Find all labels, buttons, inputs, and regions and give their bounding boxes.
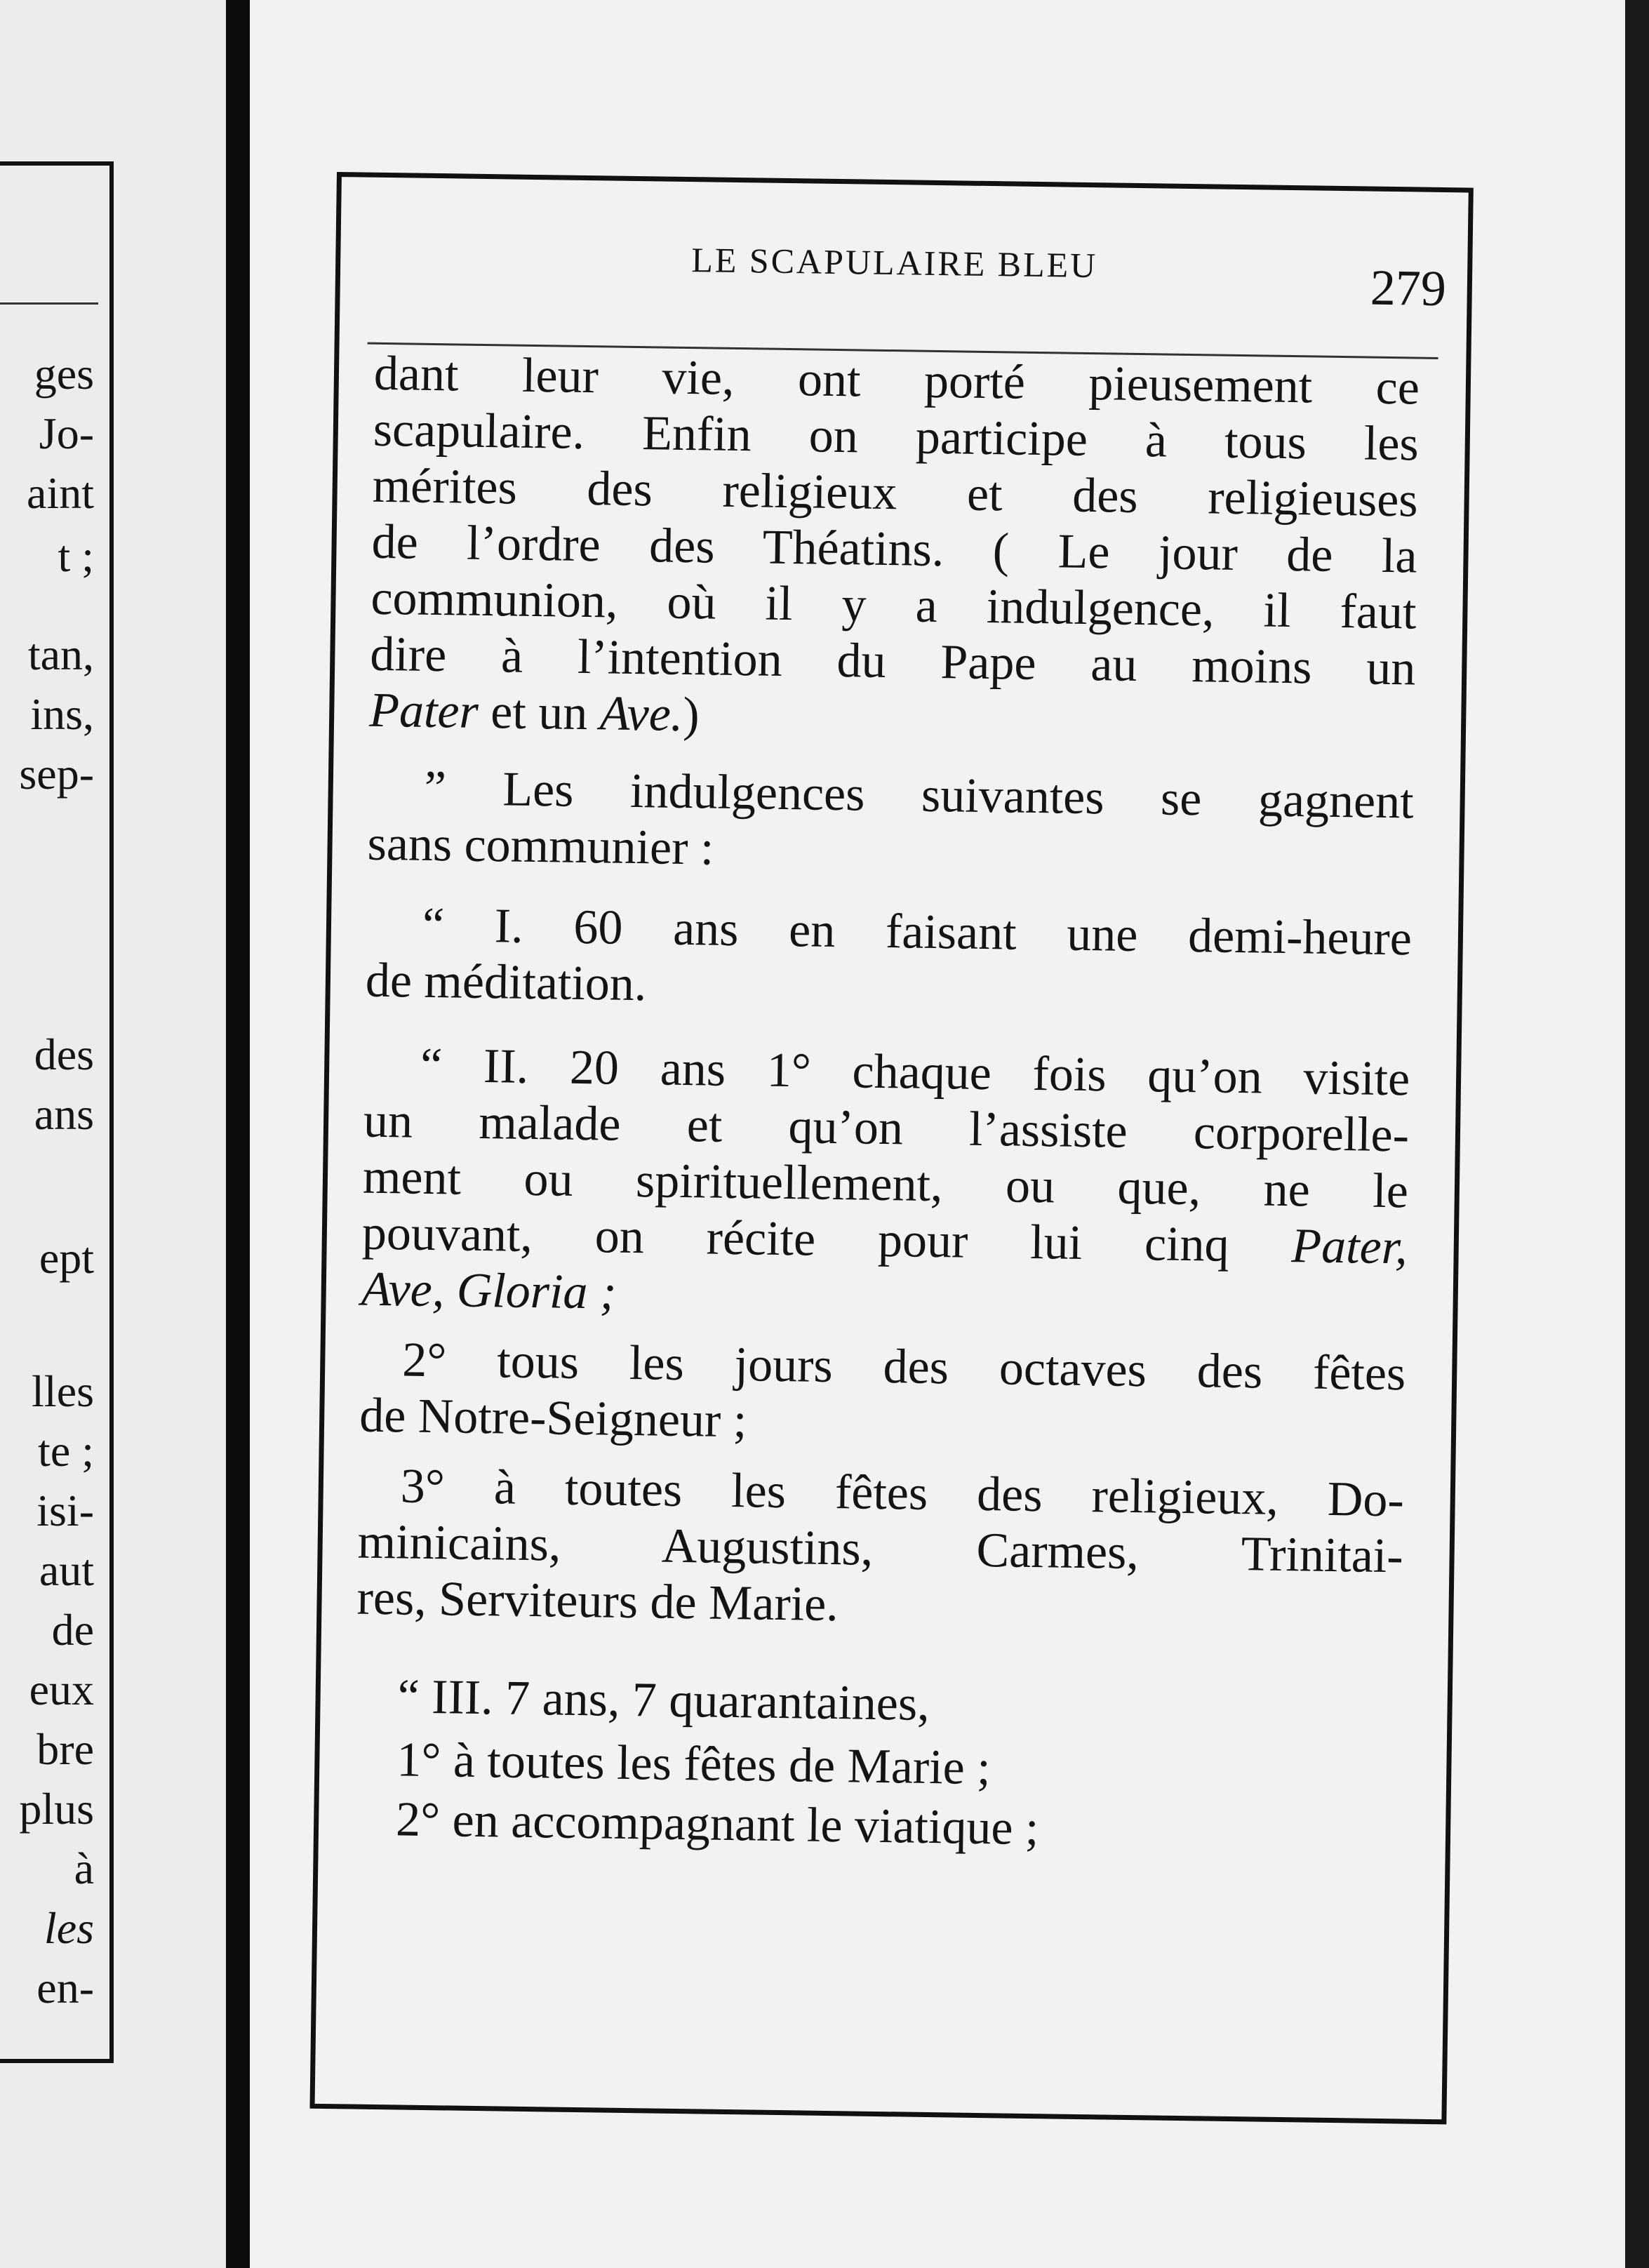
left-line: plus bbox=[19, 1784, 94, 1834]
text-line: “ III. 7 ans, 7 quarantaines, bbox=[397, 1669, 930, 1732]
running-title: LE SCAPULAIRE BLEU bbox=[690, 240, 1098, 286]
text-line: ment ou spirituellement, ou que, ne le bbox=[362, 1149, 1409, 1219]
left-line: aint bbox=[27, 468, 94, 518]
text-line: minicains, Augustins, Carmes, Trinitai- bbox=[357, 1514, 1404, 1584]
text-line: ” Les indulgences suivantes se gagnent bbox=[424, 761, 1415, 829]
text-line: un malade et qu’on l’assiste corporelle- bbox=[363, 1093, 1410, 1163]
italic-word: Pater, bbox=[1290, 1219, 1408, 1275]
text-line: de l’ordre des Théatins. ( Le jour de la bbox=[371, 514, 1418, 584]
page-number: 279 bbox=[1370, 259, 1447, 317]
left-line: les bbox=[44, 1903, 94, 1953]
text-fragment: pouvant, on récite pour lui cinq bbox=[361, 1206, 1230, 1272]
book-gutter bbox=[226, 0, 250, 2268]
text-line: de méditation. bbox=[365, 953, 647, 1012]
text-line bbox=[361, 1206, 1408, 1275]
left-line: tan, bbox=[27, 629, 94, 679]
left-line: isi- bbox=[36, 1486, 94, 1535]
left-line: sep- bbox=[19, 749, 94, 799]
previous-page-frame bbox=[0, 161, 114, 2063]
text-line: “ II. 20 ans 1° chaque fois qu’on visite bbox=[420, 1038, 1410, 1107]
italic-word: Pater bbox=[368, 683, 479, 739]
left-line: bre bbox=[36, 1724, 94, 1774]
text-line: dant leur vie, ont porté pieusement ce bbox=[373, 346, 1420, 415]
text-line: mérites des religieux et des religieuses bbox=[372, 458, 1419, 528]
left-line: ans bbox=[34, 1089, 94, 1139]
text-fragment: ) bbox=[682, 687, 700, 742]
left-line: en- bbox=[36, 1963, 94, 2013]
text-line: 2° tous les jours des octaves des fêtes bbox=[401, 1333, 1406, 1401]
left-line: Jo- bbox=[39, 408, 94, 458]
text-line: res, Serviteurs de Marie. bbox=[356, 1570, 839, 1632]
left-line: lles bbox=[32, 1366, 94, 1416]
left-line: à bbox=[74, 1843, 94, 1893]
text-line: 2° en accompagnant le viatique ; bbox=[395, 1792, 1039, 1856]
left-line: ins, bbox=[30, 689, 94, 739]
page-edge bbox=[1625, 0, 1649, 2268]
left-line: des bbox=[34, 1029, 94, 1079]
left-line: ept bbox=[39, 1233, 94, 1283]
text-line: 1° à toutes les fêtes de Marie ; bbox=[396, 1733, 992, 1796]
italic-word: Ave. bbox=[599, 686, 683, 742]
text-line bbox=[368, 683, 1415, 750]
text-line: communion, où il y a indulgence, il faut bbox=[370, 571, 1417, 640]
left-line: ges bbox=[34, 349, 94, 399]
left-line: t ; bbox=[58, 531, 94, 581]
previous-page-header-rule bbox=[0, 302, 98, 305]
left-line: de bbox=[51, 1605, 94, 1655]
text-line: scapulaire. Enfin on participe à tous les bbox=[373, 402, 1420, 472]
text-line: dire à l’intention du Pape au moins un bbox=[369, 627, 1416, 696]
page-frame bbox=[309, 172, 1473, 2124]
text-fragment: et un bbox=[490, 685, 588, 741]
text-line: sans communier : bbox=[367, 816, 714, 876]
text-line: de Notre-Seigneur ; bbox=[359, 1388, 747, 1448]
text-line: 3° à toutes les fêtes des religieux, Do- bbox=[400, 1459, 1405, 1528]
left-line: aut bbox=[39, 1545, 94, 1595]
text-line: Ave, Gloria ; bbox=[361, 1262, 617, 1320]
left-line: eux bbox=[29, 1665, 94, 1714]
left-line: te ; bbox=[38, 1426, 94, 1476]
text-line: “ I. 60 ans en faisant une demi-heure bbox=[422, 898, 1413, 966]
